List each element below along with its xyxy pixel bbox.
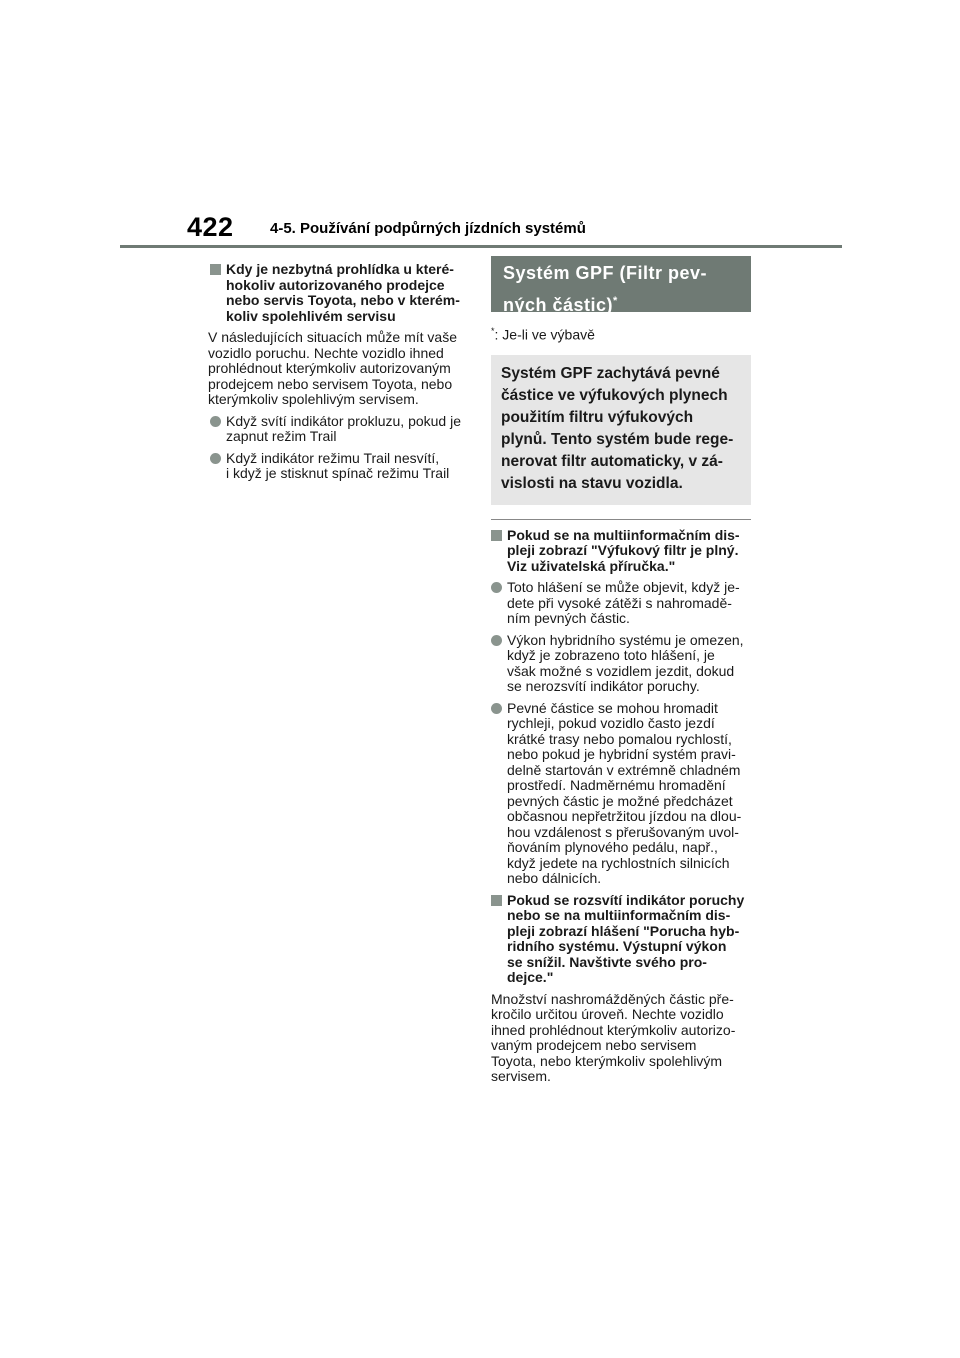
list-item [210, 451, 468, 482]
list-item [491, 701, 751, 887]
right-column [491, 256, 751, 1091]
list-item [491, 633, 751, 695]
gpf-summary-box: Systém GPF zachytává pevné částice ve výfukových plynech použitím filtru výfukových plynů. Tento systém bude rege- nerovat filtr automaticky, v zá- vislosti na stavu vozidla. [491, 355, 751, 505]
left-column [210, 262, 468, 488]
list-item-text: Pevné částice se mohou hromadit rychleji, pokud vozidlo často jezdí krátké trasy nebo pomalou rychlostí, nebo pokud je hybridní systém pravi- delně startován v extrémně chladném prostředí. Nadměrnému hromadění pevných částic je možné předcházet občasnou nepřetržitou jízdou na dlou- hou vzdálenost s přerušovaným uvol- ňováním plynového pedálu, např., když jedete na rychlostních silnicích nebo dálnicích. [507, 699, 742, 887]
list-item-text: Toto hlášení se může objevit, když je- dete při vysoké zátěži s nahromadě- ním pevných částic. [507, 579, 740, 627]
footnote-mark: * [491, 326, 495, 336]
header-divider [120, 245, 842, 248]
malfunction-paragraph: Množství nashromážděných částic pře- kročilo určitou úroveň. Nechte vozidlo ihned prohlédnout kterýmkoliv autorizo- vaným prodejcem nebo servisem Toyota, nebo kterýmkoliv spolehlivým servisem. [491, 990, 736, 1085]
filter-full-heading [491, 528, 751, 575]
list-item-text: Když svítí indikátor prokluzu, pokud je zapnut režim Trail [226, 412, 462, 444]
inspection-heading-text: Kdy je nezbytná prohlídka u které- hokoliv autorizovaného prodejce nebo servis Toyota, nebo v kterém- koliv spolehlivém servisu [226, 261, 460, 324]
section-title: 4-5. Používání podpůrných jízdních systémů [270, 220, 586, 237]
list-item [491, 580, 751, 627]
gpf-section-banner [491, 256, 751, 315]
list-item-text: Výkon hybridního systému je omezen, když je zobrazeno toto hlášení, je však možné s vozidlem jezdit, dokud se nerozsvítí indikátor poruchy. [507, 631, 744, 695]
circle-bullet-icon [210, 453, 221, 464]
gpf-banner-title: Systém GPF (Filtr pev- ných částic) [503, 263, 708, 315]
footnote [491, 326, 751, 343]
square-bullet-icon [491, 530, 502, 541]
section-divider [491, 519, 751, 520]
banner-footnote-mark: * [613, 295, 618, 307]
malfunction-heading-text: Pokud se rozsvítí indikátor poruchy nebo se na multiinformačním dis- pleji zobrazí hlášení "Porucha hyb- ridního systému. Výstupní výkon se snížil. Navštivte svého pro- dejce." [507, 891, 745, 986]
inspection-heading [210, 262, 468, 324]
malfunction-heading [491, 893, 751, 986]
circle-bullet-icon [491, 582, 502, 593]
circle-bullet-icon [491, 635, 502, 646]
list-item [210, 414, 468, 445]
page-number: 422 [187, 212, 234, 242]
circle-bullet-icon [210, 416, 221, 427]
footnote-text: : Je-li ve výbavě [494, 326, 595, 343]
circle-bullet-icon [491, 703, 502, 714]
square-bullet-icon [491, 895, 502, 906]
list-item-text: Když indikátor režimu Trail nesvítí, i když je stisknut spínač režimu Trail [226, 449, 450, 481]
square-bullet-icon [210, 264, 221, 275]
filter-full-heading-text: Pokud se na multiinformačním dis- pleji zobrazí "Výfukový filtr je plný. Viz uživatelská příručka." [507, 526, 740, 574]
inspection-paragraph: V následujících situacích může mít vaše vozidlo poruchu. Nechte vozidlo ihned prohlédnout kterýmkoliv autorizovaným prodejcem nebo servisem Toyota, nebo kterýmkoliv spolehlivým servisem. [208, 329, 457, 407]
